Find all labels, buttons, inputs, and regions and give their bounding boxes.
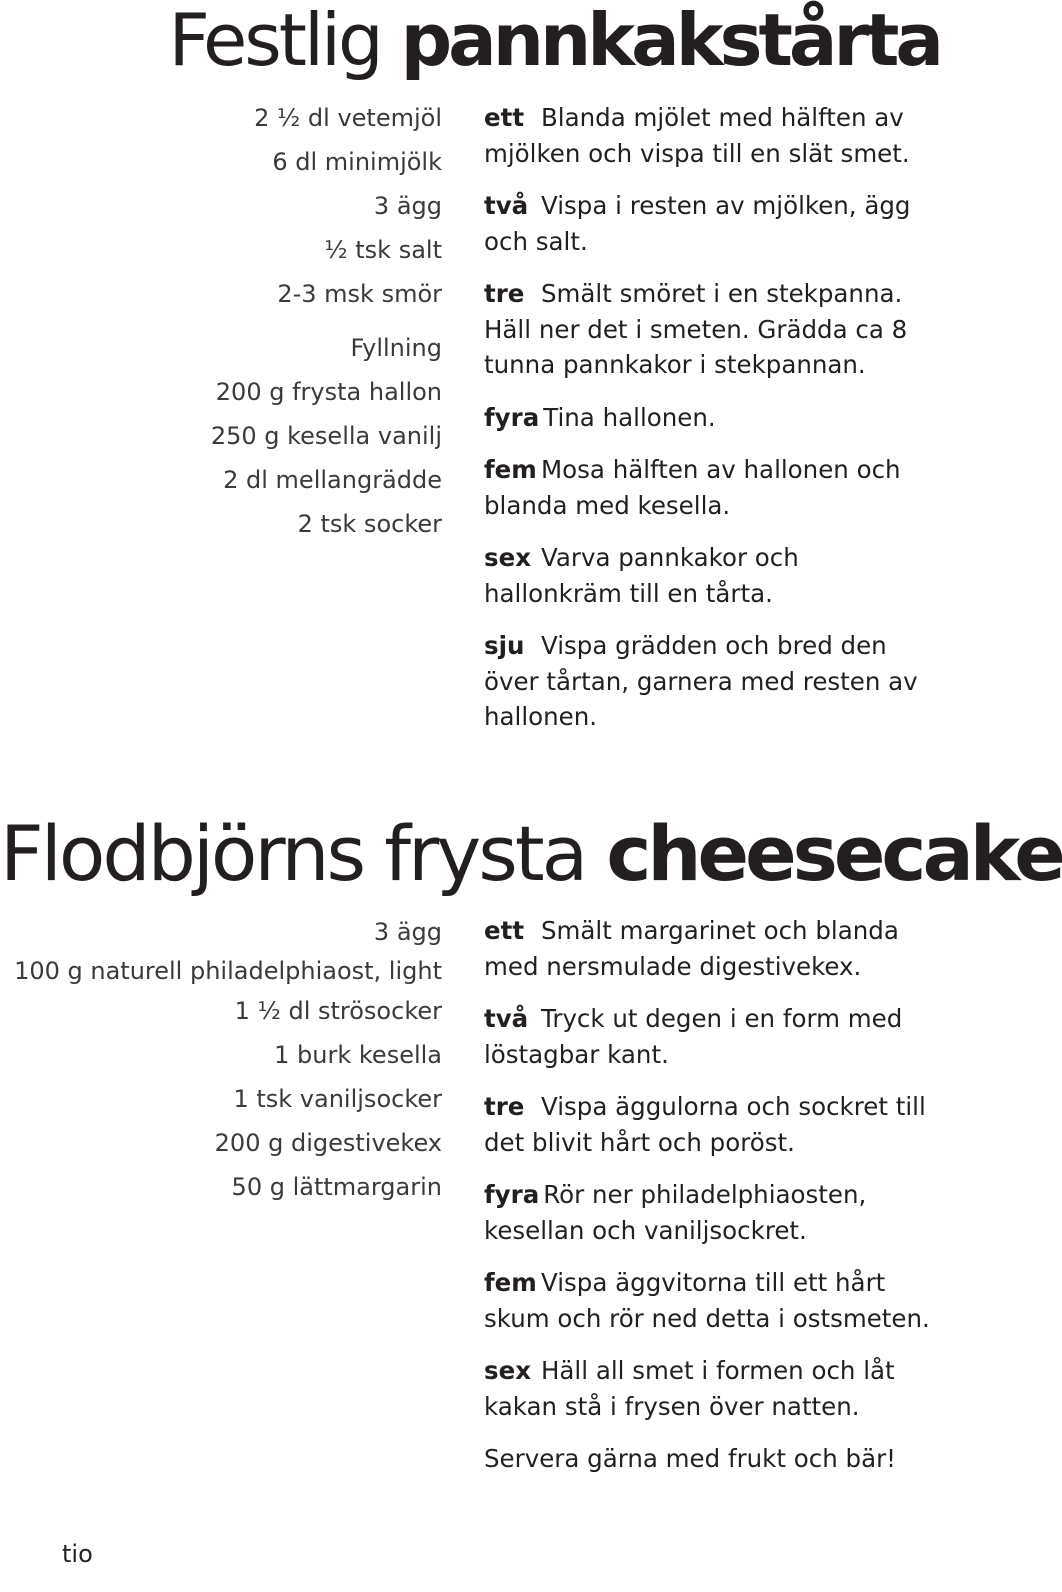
step-number: tre <box>484 279 525 308</box>
title-bold-part: cheesecake <box>606 809 1062 898</box>
instruction-step <box>484 1089 944 1160</box>
filling-item: 2 tsk socker <box>297 510 442 538</box>
ingredient-item: 2-3 msk smör <box>277 280 442 308</box>
instruction-step <box>484 400 944 436</box>
step-number: sex <box>484 543 532 572</box>
filling-item: 200 g frysta hallon <box>215 378 442 406</box>
recipe-title-pannkakstarta <box>168 0 941 82</box>
step-number: fem <box>484 1268 537 1297</box>
step-text: Smält smöret i en stekpanna. Häll ner det i smeten. Grädda ca 8 tunna pannkakor i stekpannan. <box>484 279 908 379</box>
step-number: tre <box>484 1092 525 1121</box>
ingredient-list-pannkakstarta <box>12 96 442 546</box>
ingredient-item: 1 tsk vaniljsocker <box>233 1085 442 1113</box>
step-number: sju <box>484 631 525 660</box>
ingredient-item: 6 dl minimjölk <box>272 148 442 176</box>
page-number: tio <box>62 1540 93 1568</box>
step-text: Tina hallonen. <box>543 402 716 432</box>
step-text: Smält margarinet och blanda med nersmulade digestivekex. <box>484 916 899 981</box>
title-light-part: Festlig <box>168 0 381 82</box>
step-text: Vispa i resten av mjölken, ägg och salt. <box>484 191 911 256</box>
instruction-step <box>484 913 944 984</box>
ingredient-item: 50 g lättmargarin <box>231 1173 442 1201</box>
serving-note: Servera gärna med frukt och bär! <box>484 1444 897 1473</box>
instruction-step <box>484 1353 944 1424</box>
ingredient-item: 100 g naturell philadelphiaost, light <box>14 957 442 985</box>
instruction-step <box>484 452 944 523</box>
step-number: ett <box>484 103 525 132</box>
step-text: Vispa grädden och bred den över tårtan, garnera med resten av hallonen. <box>484 631 918 731</box>
step-text: Rör ner philadelphiaosten, kesellan och vaniljsockret. <box>484 1180 867 1245</box>
step-number: fem <box>484 455 537 484</box>
ingredient-item: ½ tsk salt <box>324 236 442 264</box>
step-number: fyra <box>484 1180 540 1209</box>
filling-item: 2 dl mellangrädde <box>223 466 442 494</box>
instruction-step <box>484 1177 944 1248</box>
step-text: Vispa äggulorna och sockret till det blivit hårt och poröst. <box>484 1092 926 1157</box>
ingredient-item: 1 burk kesella <box>274 1041 442 1069</box>
recipe-title-cheesecake <box>0 809 1062 898</box>
filling-item: 250 g kesella vanilj <box>210 422 442 450</box>
step-text: Blanda mjölet med hälften av mjölken och vispa till en slät smet. <box>484 103 910 168</box>
step-number: två <box>484 1004 529 1033</box>
ingredient-item: 3 ägg <box>373 918 442 946</box>
ingredient-item: 3 ägg <box>373 192 442 220</box>
step-text: Mosa hälften av hallonen och blanda med kesella. <box>484 455 901 520</box>
instruction-step <box>484 1265 944 1336</box>
instruction-step <box>484 628 944 735</box>
step-number: sex <box>484 1356 532 1385</box>
instruction-step <box>484 188 944 259</box>
ingredient-list-cheesecake <box>12 910 442 1209</box>
instruction-step <box>484 1001 944 1072</box>
step-text: Häll all smet i formen och låt kakan stå i frysen över natten. <box>484 1356 895 1421</box>
ingredient-item: 2 ½ dl vetemjöl <box>254 104 442 132</box>
step-number: två <box>484 191 529 220</box>
filling-heading: Fyllning <box>350 334 442 362</box>
step-list-pannkakstarta <box>484 100 944 752</box>
step-number: ett <box>484 916 525 945</box>
ingredient-item: 200 g digestivekex <box>214 1129 442 1157</box>
instruction-step <box>484 276 944 383</box>
instruction-step <box>484 100 944 171</box>
instruction-step <box>484 540 944 611</box>
step-number: fyra <box>484 402 540 432</box>
step-text: Vispa äggvitorna till ett hårt skum och rör ned detta i ostsmeten. <box>484 1268 930 1333</box>
title-light-part: Flodbjörns frysta <box>0 809 586 898</box>
title-bold-part: pannkakstårta <box>400 0 940 82</box>
step-text: Tryck ut degen i en form med löstagbar kant. <box>484 1004 903 1069</box>
step-list-cheesecake <box>484 913 944 1494</box>
step-text: Varva pannkakor och hallonkräm till en tårta. <box>484 543 799 608</box>
ingredient-item: 1 ½ dl strösocker <box>234 997 442 1025</box>
